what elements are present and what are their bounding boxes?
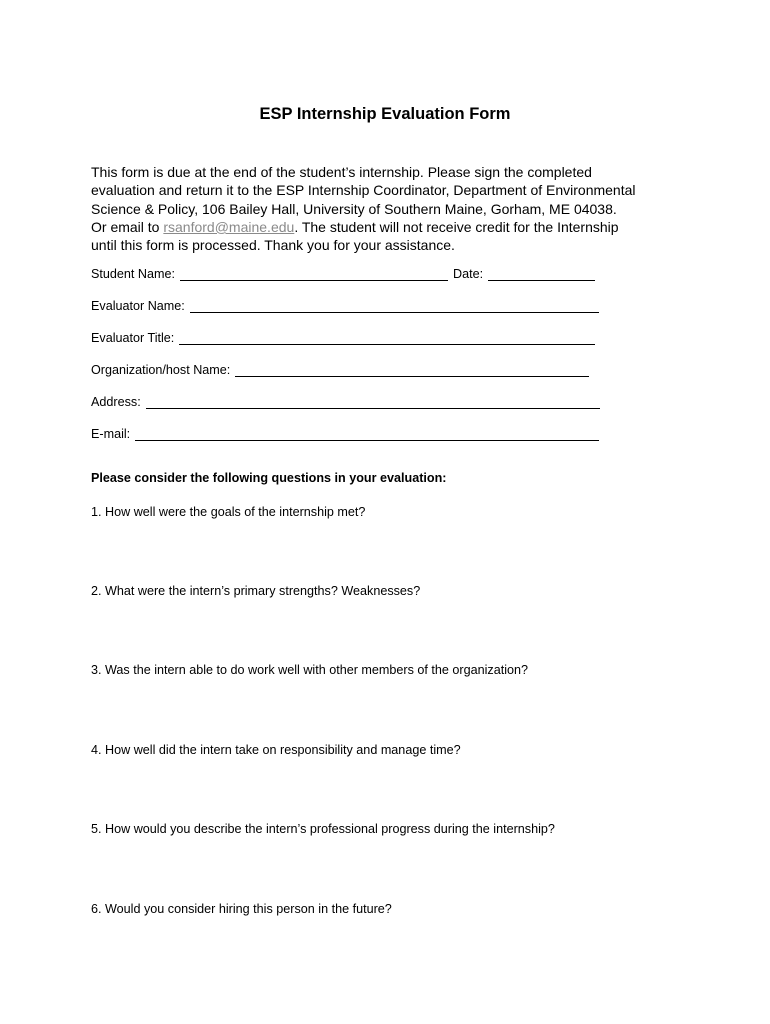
intro-text: . The student will not receive credit for the Internship [294,218,619,235]
question-item: 3. Was the intern able to do work well with other members of the organization? [91,663,529,677]
student-name-label: Student Name: [91,267,176,281]
intro-text: Or email to [91,218,164,235]
date-label: Date: [453,267,484,281]
evaluator-title-label: Evaluator Title: [91,331,175,345]
evaluator-name-row [91,295,599,313]
evaluator-title-row [91,327,595,345]
form-title: ESP Internship Evaluation Form [259,105,511,123]
question-item: 2. What were the intern’s primary strengths? Weaknesses? [91,584,421,598]
question-item: 5. How would you describe the intern’s professional progress during the internship? [91,822,555,836]
email-label: E-mail: [91,427,131,441]
email-row [91,423,599,441]
intro-line: This form is due at the end of the student’s internship. Please sign the completed [91,164,592,180]
coordinator-email-link[interactable]: rsanford@maine.edu [163,218,295,235]
address-row [91,391,600,409]
question-item: 6. Would you consider hiring this person in the future? [91,902,392,916]
student-name-row [91,263,595,281]
organization-row [91,359,589,377]
date-field[interactable] [488,267,595,281]
address-field[interactable] [146,395,600,409]
question-item: 4. How well did the intern take on responsibility and manage time? [91,743,461,757]
student-name-field[interactable] [180,267,448,281]
intro-line [91,218,691,236]
intro-line: Science & Policy, 106 Bailey Hall, University of Southern Maine, Gorham, ME 04038. [91,200,617,217]
organization-field[interactable] [235,363,589,377]
evaluator-name-label: Evaluator Name: [91,299,185,313]
intro-line: evaluation and return it to the ESP Internship Coordinator, Department of Environmental [91,182,636,199]
question-item: 1. How well were the goals of the internship met? [91,505,366,519]
questions-heading: Please consider the following questions in your evaluation: [91,471,447,485]
organization-label: Organization/host Name: [91,363,231,377]
address-label: Address: [91,395,141,409]
intro-line: until this form is processed. Thank you for your assistance. [91,237,455,254]
evaluator-name-field[interactable] [190,299,599,313]
email-field[interactable] [135,427,599,441]
evaluator-title-field[interactable] [179,331,595,345]
intro-paragraph [91,163,691,254]
